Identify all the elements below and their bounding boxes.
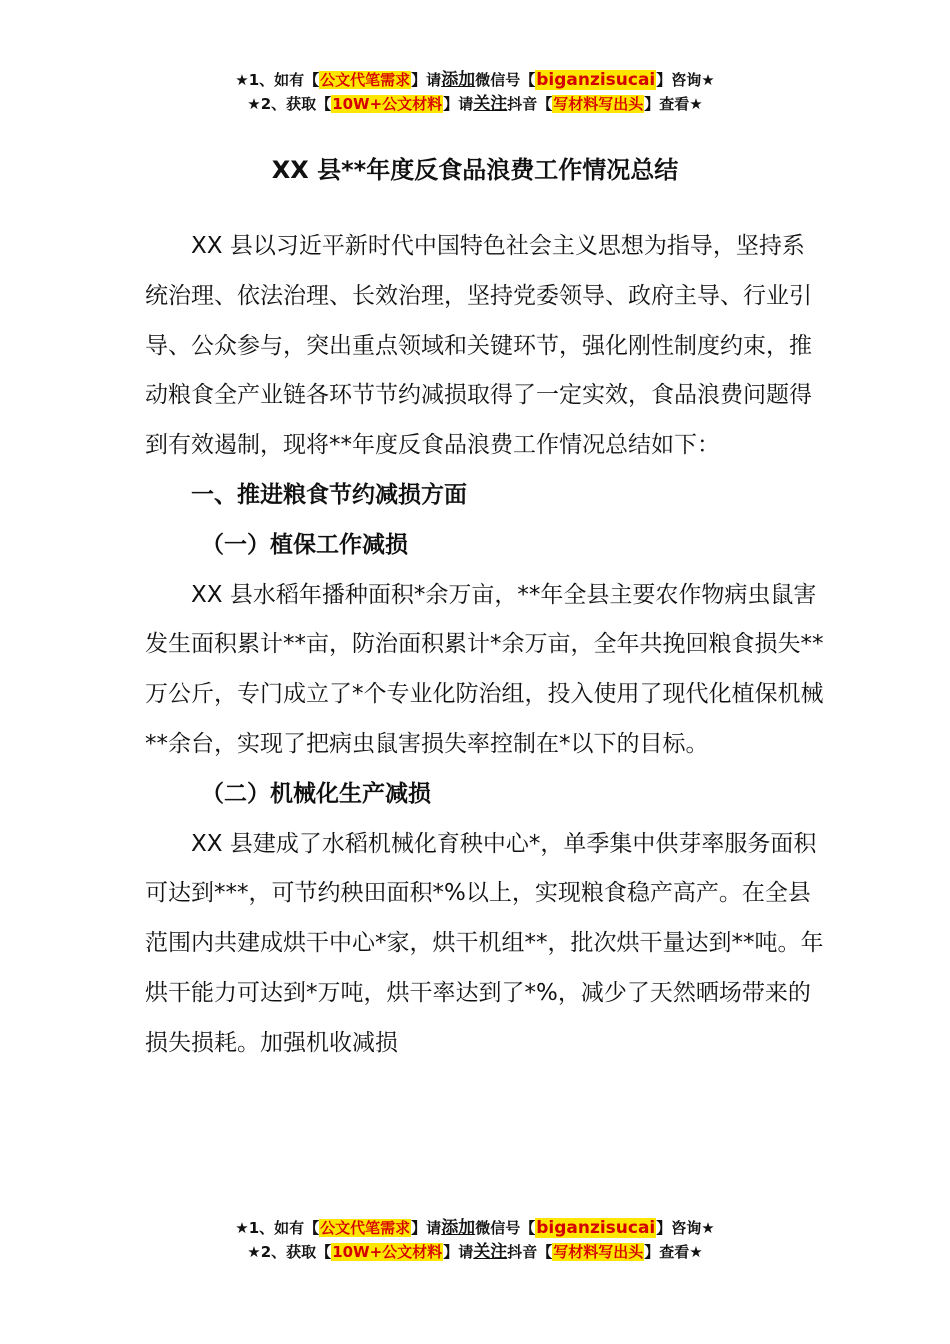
highlight-text: 公文代笔需求 [320,71,411,89]
douyin-id: 写材料写出头 [553,95,644,113]
underlined-text: 关注 [473,94,508,114]
douyin-id: 写材料写出头 [553,1243,644,1261]
wechat-id: biganzisucai [536,70,656,90]
promo-line-2: ★2、获取【10W+公文材料】请关注抖音【写材料写出头】查看★ [247,94,703,114]
underlined-text: 添加 [441,70,476,90]
underlined-text: 关注 [473,1242,508,1262]
subsection-paragraph: XX 县水稻年播种面积*余万亩，**年全县主要农作物病虫鼠害发生面积累计**亩，防治面积累计*余万亩，全年共挽回粮食损失**万公斤，专门成立了*个专业化防治组，投入使用了现代化植保机械**余台，实现了把病虫鼠害损失率控制在*以下的目标。 [145,581,824,757]
promo-banner-top [0,68,950,116]
subsection-heading: （一）植保工作减损 [201,531,408,558]
intro-paragraph: XX 县以习近平新时代中国特色社会主义思想为指导，坚持系统治理、依法治理、长效治理，坚持党委领导、政府主导、行业引导、公众参与，突出重点领域和关键环节，强化刚性制度约束，推动粮食全产业链各环节节约减损取得了一定实效，食品浪费问题得到有效遏制，现将**年度反食品浪费工作情况总结如下： [145,233,812,459]
highlight-text: 公文代笔需求 [320,1219,411,1237]
highlight-text: 10W+公文材料 [332,1243,443,1261]
subsection-paragraph: XX 县建成了水稻机械化育秧中心*，单季集中供芽率服务面积可达到***，可节约秧田面积*%以上，实现粮食稳产高产。在全县范围内共建成烘干中心*家，烘干机组**，批次烘干量达到**吨。年烘干能力可达到*万吨，烘干率达到了*%，减少了天然晒场带来的损失损耗。加强机收减损 [145,830,824,1056]
subsection-heading: （二）机械化生产减损 [201,780,431,807]
document-body [145,222,825,1069]
underlined-text: 添加 [441,1218,476,1238]
document-title: XX 县**年度反食品浪费工作情况总结 [271,156,679,184]
promo-banner-bottom [0,1216,950,1264]
promo-line-1: ★1、如有【公文代笔需求】请添加微信号【biganzisucai】咨询★ [235,1218,715,1238]
promo-line-2: ★2、获取【10W+公文材料】请关注抖音【写材料写出头】查看★ [247,1242,703,1262]
promo-line-1: ★1、如有【公文代笔需求】请添加微信号【biganzisucai】咨询★ [235,70,715,90]
wechat-id: biganzisucai [536,1218,656,1238]
section-heading: 一、推进粮食节约减损方面 [191,481,467,508]
highlight-text: 10W+公文材料 [332,95,443,113]
